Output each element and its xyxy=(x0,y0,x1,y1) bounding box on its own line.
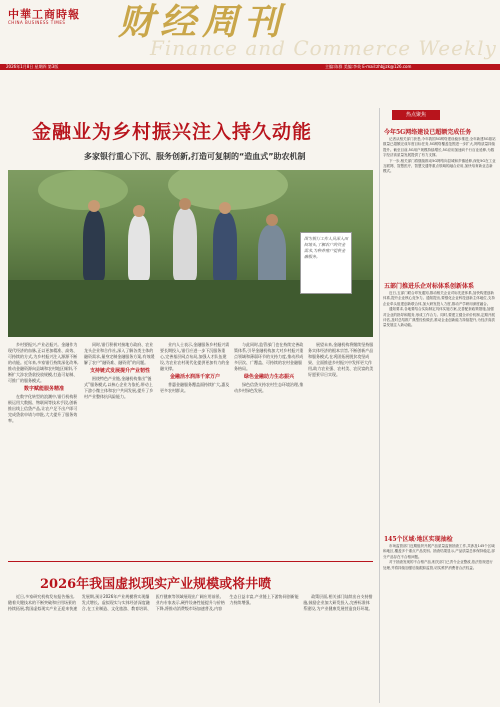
section-heading-4: 绿色金融助力生态振兴 xyxy=(243,374,294,380)
issue-bar xyxy=(0,64,500,70)
article-column-2: 同时,银行积极对接地方政府、农业龙头企业和合作社,深入了解各类主体的融资需求,量身定制金融服务方案,有效缓解了农户“融资难、融资贵”的问题。 支持链式发展提升产业韧性 围绕特色产业链,金融机构推出“链式”服务模式,以核心企业为依托,带动上下游小微主体和农户共同发展,提升了乡村产业整体抗风险能力。 xyxy=(84,342,155,399)
photo-caption: 图为银行工作人员深入田间地头,了解农户的资金需求,为种养殖户提供金融服务。 xyxy=(304,236,348,259)
sidebar-tag-label: 热点聚焦 xyxy=(405,112,426,118)
article-column-1: 乡村要振兴,产业必振兴。金融作为现代经济的血脉,正以更加精准、高效、可持续的方式,为乡村振兴注入源源不断的动能。近年来,多家银行持续深化改革,推动金融资源向县域和农村地区倾斜,不断扩大涉农贷款投放规模,打造可复制、可推广的服务模式。 数字赋能服务精准 在数字化转型的浪潮中,银行机构积极运用大数据、物联网等技术手段,创新推出线上信贷产品,让农户足不出户即可完成贷款申请与审批,大大提升了服务效率。 xyxy=(8,342,79,423)
section-title-english: Finance and Commerce Weekly xyxy=(150,36,497,60)
paper-name-english: CHINA BUSINESS TIMES xyxy=(8,20,66,25)
sidebar-body-2: 近日,五部门联合印发通知,推动相关企业对标先进体系,加快构建创新体系,提升企业核心竞争力。通知提出,要强化企业科技创新主体地位,支持企业牵头组建创新联合体,加大研发投入力度,推动产学研用深度融合。 通知要求,各地要结合实际制定具体实施方案,完善配套政策措施,加强对企业的指导和服务,形成工作合力。同时,要建立健全评价机制,定期开展评估,及时总结推广典型经验做法,推动企业创新能力持续提升,为经济高质量发展注入新动能。 xyxy=(383,291,495,328)
masthead xyxy=(0,0,500,62)
section-title: 财经周刊 xyxy=(118,1,287,43)
article-column-3: 业内人士表示,金融服务乡村振兴需要长期投入,银行应进一步下沉服务重心,完善基层网点布局,加强人才队伍建设,为农业农村现代化提供更加有力的金融支撑。 金融活水润泽千家万户 普惠金融服务覆盖面持续扩大,惠及更多农村群众。 xyxy=(160,342,230,393)
sidebar-body-1: 记者从相关部门获悉,今年我国5G网络建设稳步推进,全年新建5G基站数量已超额完成年度目标任务,5G网络覆盖范围进一步扩大,网络质量持续提升。截至目前,5G用户规模持续增长,5G应用加速向千行百业延伸,为数字经济高质量发展提供了有力支撑。 下一步,相关部门将继续推动5G网络向县城和乡镇延伸,深化5G在工业互联网、智慧医疗、智慧交通等重点领域的融合应用,加快培育新业态新模式。 xyxy=(383,137,496,174)
sidebar-title-1: 今年5G网络建设已超额完成任务 xyxy=(384,129,472,136)
lead-subhead: 多家银行重心下沉、服务创新,打造可复制的“造血式”助农机制 xyxy=(84,152,306,161)
article-column-4: 与此同时,监管部门也在持续完善政策体系,引导金融机构加大对乡村振兴重点领域和薄弱环节的支持力度,推动形成多层次、广覆盖、可持续的农村金融服务格局。 绿色金融助力生态振兴 绿色信贷支持农村生态环境治理,推动乡村绿色发展。 xyxy=(234,342,304,393)
sidebar-body-3: 市场监管部门近期组织开展产品质量监督抽查工作,共涉及145个区域和地区,覆盖多个重点产品类别。抽查结果显示,产品质量总体保持稳定,部分产品存在不合格问题。 对于抽查发现的不合格产品,相关部门已责令企业整改,依法依规进行处理,并将持续加强后续跟踪监管,切实维护消费者合法权益。 xyxy=(383,544,495,570)
section-heading-2: 支持链式发展提升产业韧性 xyxy=(89,368,150,374)
paper-name: 中華工商時報 xyxy=(8,8,80,21)
editors-info: 主编:陈群 美编:李英 E-mail:zhbjjzk@126.com xyxy=(325,64,412,69)
section-divider xyxy=(8,561,373,562)
second-article-body: 近日,多家研究机构发布报告指出,随着关键技术的不断突破和应用场景的持续拓展,我国虚拟现实产业正迎来快速发展期,预计2026年产业规模将实现爆发式增长。虚拟现实与实体经济深度融合,在工业制造、文化旅游、教育培训、医疗健康等领域展现出广阔应用前景。业内专家表示,硬件设备性能提升与价格下降,将推动消费级市场加速普及,内容生态日益丰富,产业链上下游协同创新能力持续增强。 政策层面,相关部门陆续出台支持措施,鼓励企业加大研发投入,完善标准体系建设,为产业健康发展营造良好环境。 xyxy=(8,594,373,611)
sidebar-tag xyxy=(392,110,440,120)
photo-caption-box xyxy=(300,232,352,294)
sidebar-title-2: 五部门推进乐企对标体系创新体系 xyxy=(384,283,475,290)
lead-headline: 金融业为乡村振兴注入持久动能 xyxy=(32,121,313,143)
issue-date: 2026年1月8日 星期四 第3版 xyxy=(6,64,59,69)
sidebar-title-3: 145个区域·地区实现抽检 xyxy=(384,536,453,543)
section-heading-1: 数字赋能服务精准 xyxy=(23,386,64,392)
section-heading-3: 金融活水润泽千家万户 xyxy=(169,374,220,380)
article-column-5: 展望未来,金融机构将继续坚持服务实体经济的根本宗旨,不断创新产品和服务模式,在巩固拓展脱贫攻坚成果、全面推进乡村振兴中发挥更大作用,助力农业强、农村美、农民富的美好愿景早日实现。 xyxy=(308,342,374,377)
second-headline: 2026年我国虚拟现实产业规模或将井喷 xyxy=(40,577,272,592)
